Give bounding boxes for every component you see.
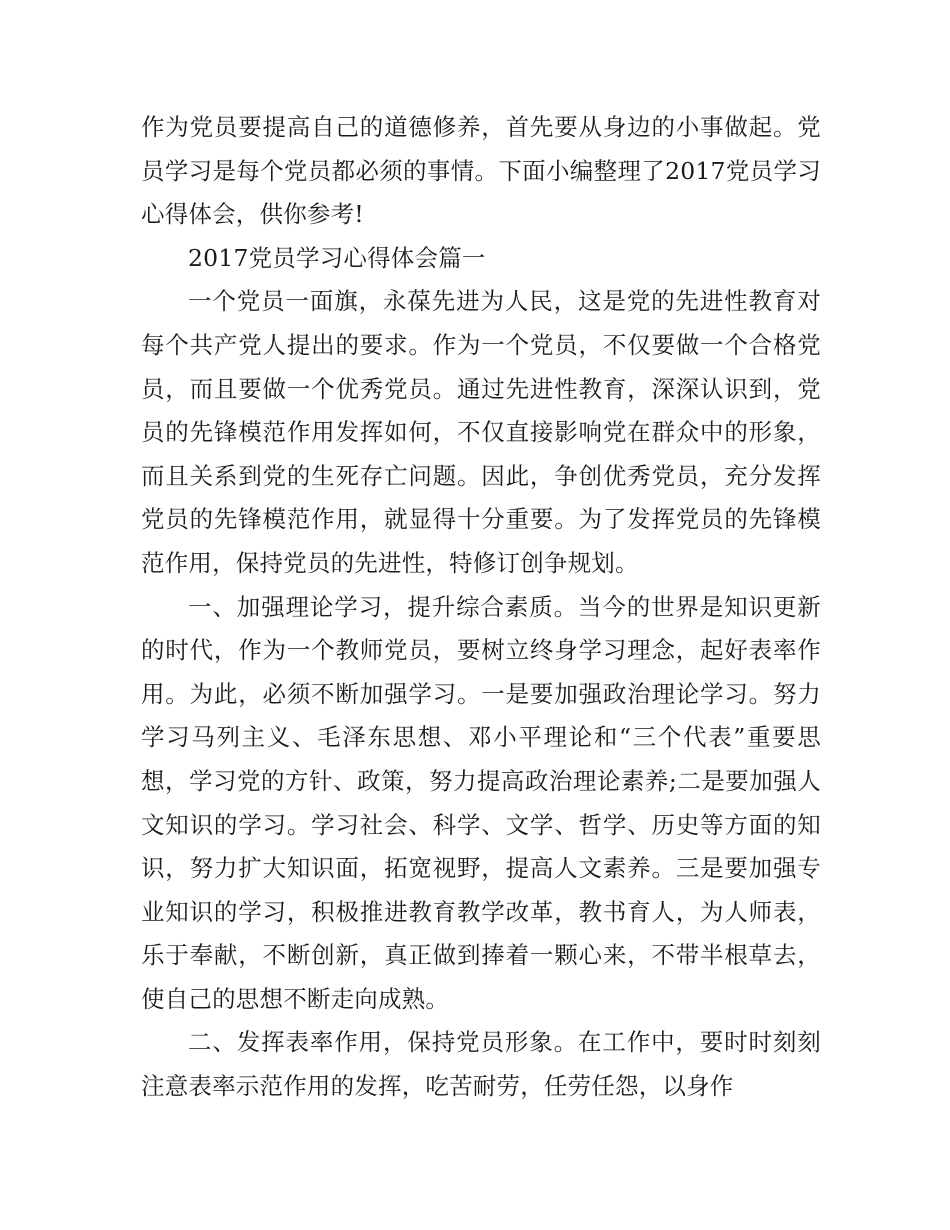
intro-paragraph: 作为党员要提高自己的道德修养，首先要从身边的小事做起。党员学习是每个党员都必须的事情。下面小编整理了2017党员学习心得体会，供你参考!	[141, 113, 821, 229]
body-paragraph-2: 一、加强理论学习，提升综合素质。当今的世界是知识更新的时代，作为一个教师党员，要树立终身学习理念，起好表率作用。为此，必须不断加强学习。一是要加强政治理论学习。努力学习马列主义、毛泽东思想、邓小平理论和“三个代表”重要思想，学习党的方针、政策，努力提高政治理论素养;二是要加强人文知识的学习。学习社会、科学、文学、哲学、历史等方面的知识，努力扩大知识面，拓宽视野，提高人文素养。三是要加强专业知识的学习，积极推进教育教学改革，教书育人，为人师表，乐于奉献，不断创新，真正做到捧着一颗心来，不带半根草去，使自己的思想不断走向成熟。	[141, 592, 821, 1013]
body-paragraph-3: 二、发挥表率作用，保持党员形象。在工作中，要时时刻刻注意表率示范作用的发挥，吃苦耐劳，任劳任怨，以身作	[141, 1028, 821, 1101]
section-heading: 2017党员学习心得体会篇一	[188, 243, 486, 272]
body-paragraph-1: 一个党员一面旗，永葆先进为人民，这是党的先进性教育对每个共产党人提出的要求。作为一个党员，不仅要做一个合格党员，而且要做一个优秀党员。通过先进性教育，深深认识到，党员的先锋模范作用发挥如何，不仅直接影响党在群众中的形象，而且关系到党的生死存亡问题。因此，争创优秀党员，充分发挥党员的先锋模范作用，就显得十分重要。为了发挥党员的先锋模范作用，保持党员的先进性，特修订创争规划。	[141, 287, 821, 577]
document-body	[141, 106, 821, 1109]
